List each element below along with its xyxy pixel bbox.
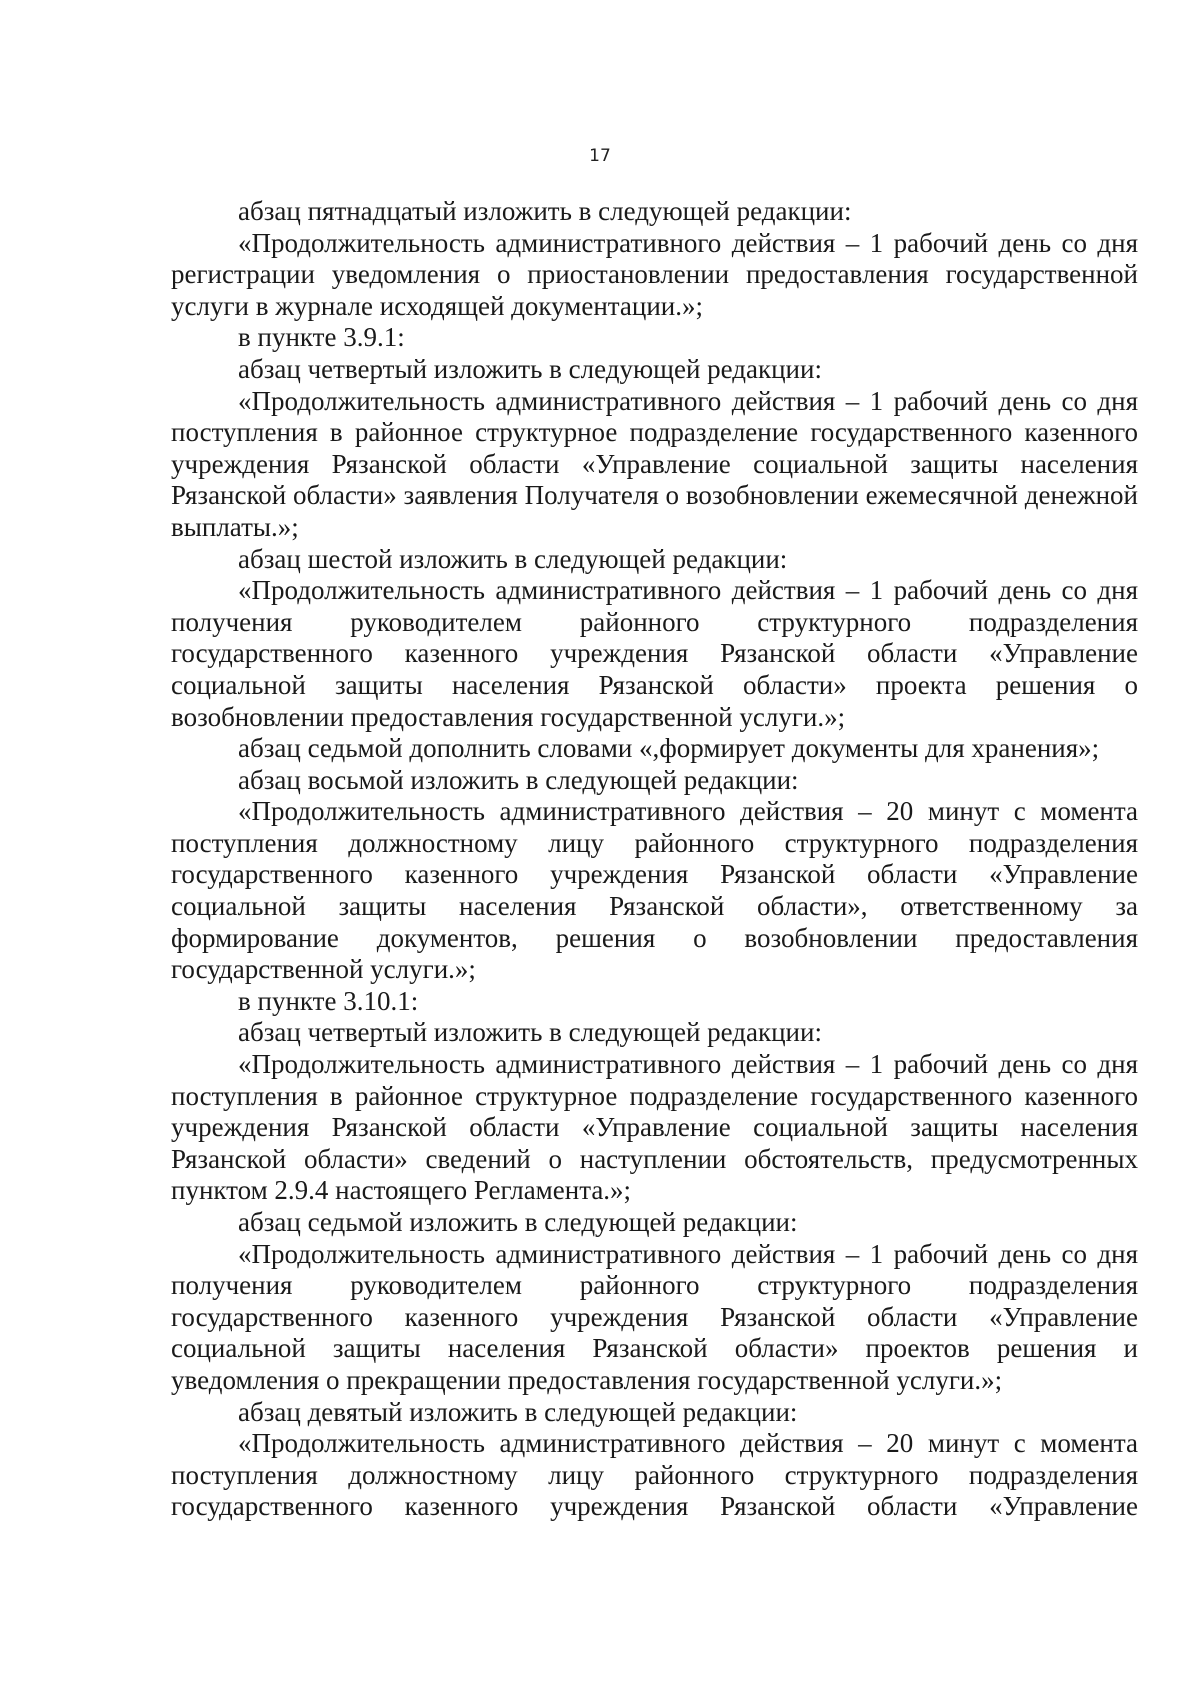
paragraph: абзац восьмой изложить в следующей редакции: [238, 764, 799, 795]
paragraph: абзац седьмой изложить в следующей редакции: [238, 1207, 798, 1237]
paragraph: абзац седьмой дополнить словами «,формирует документы для хранения»; [238, 733, 1100, 764]
paragraph: в пункте 3.10.1: [238, 985, 419, 1016]
paragraph: «Продолжительность административного действия – 20 минут с момента поступления должностному лицу районного структурного подразделения государственного казенного учреждения Рязанской области «Управление [171, 1428, 1138, 1522]
paragraph: «Продолжительность административного действия – 1 рабочий день со дня получения руководителем районного структурного подразделения государственного казенного учреждения Рязанской области «Управление социальной защиты населения Рязанской области» проектов решения и уведомления о прекращении предоставления государственной услуги.»; [171, 1238, 1138, 1395]
paragraph: абзац четвертый изложить в следующей редакции: [238, 1017, 822, 1048]
document-body [171, 196, 1138, 1523]
paragraph: абзац шестой изложить в следующей редакции: [238, 543, 788, 574]
paragraph: абзац девятый изложить в следующей редакции: [238, 1396, 798, 1427]
paragraph: «Продолжительность административного действия – 20 минут с момента поступления должностному лицу районного структурного подразделения государственного казенного учреждения Рязанской области «Управление социальной защиты населения Рязанской области», ответственному за формирование документов, решения о возобновлении предоставления государственной услуги.»; [171, 796, 1138, 985]
paragraph: абзац четвертый изложить в следующей редакции: [238, 353, 822, 384]
paragraph: в пункте 3.9.1: [238, 322, 405, 353]
paragraph: «Продолжительность административного действия – 1 рабочий день со дня поступления в районное структурное подразделение государственного казенного учреждения Рязанской области «Управление социальной защиты населения Рязанской области» заявления Получателя о возобновлении ежемесячной денежной выплаты.»; [171, 385, 1138, 542]
paragraph: «Продолжительность административного действия – 1 рабочий день со дня регистрации уведомления о приостановлении предоставления государственной услуги в журнале исходящей документации.»; [171, 227, 1138, 321]
paragraph: абзац пятнадцатый изложить в следующей редакции: [238, 196, 852, 226]
page-number: 17 [589, 146, 611, 166]
paragraph: «Продолжительность административного действия – 1 рабочий день со дня получения руководителем районного структурного подразделения государственного казенного учреждения Рязанской области «Управление социальной защиты населения Рязанской области» проекта решения о возобновлении предоставления государственной услуги.»; [171, 575, 1138, 732]
paragraph: «Продолжительность административного действия – 1 рабочий день со дня поступления в районное структурное подразделение государственного казенного учреждения Рязанской области «Управление социальной защиты населения Рязанской области» сведений о наступлении обстоятельств, предусмотренных пунктом 2.9.4 настоящего Регламента.»; [171, 1049, 1138, 1206]
